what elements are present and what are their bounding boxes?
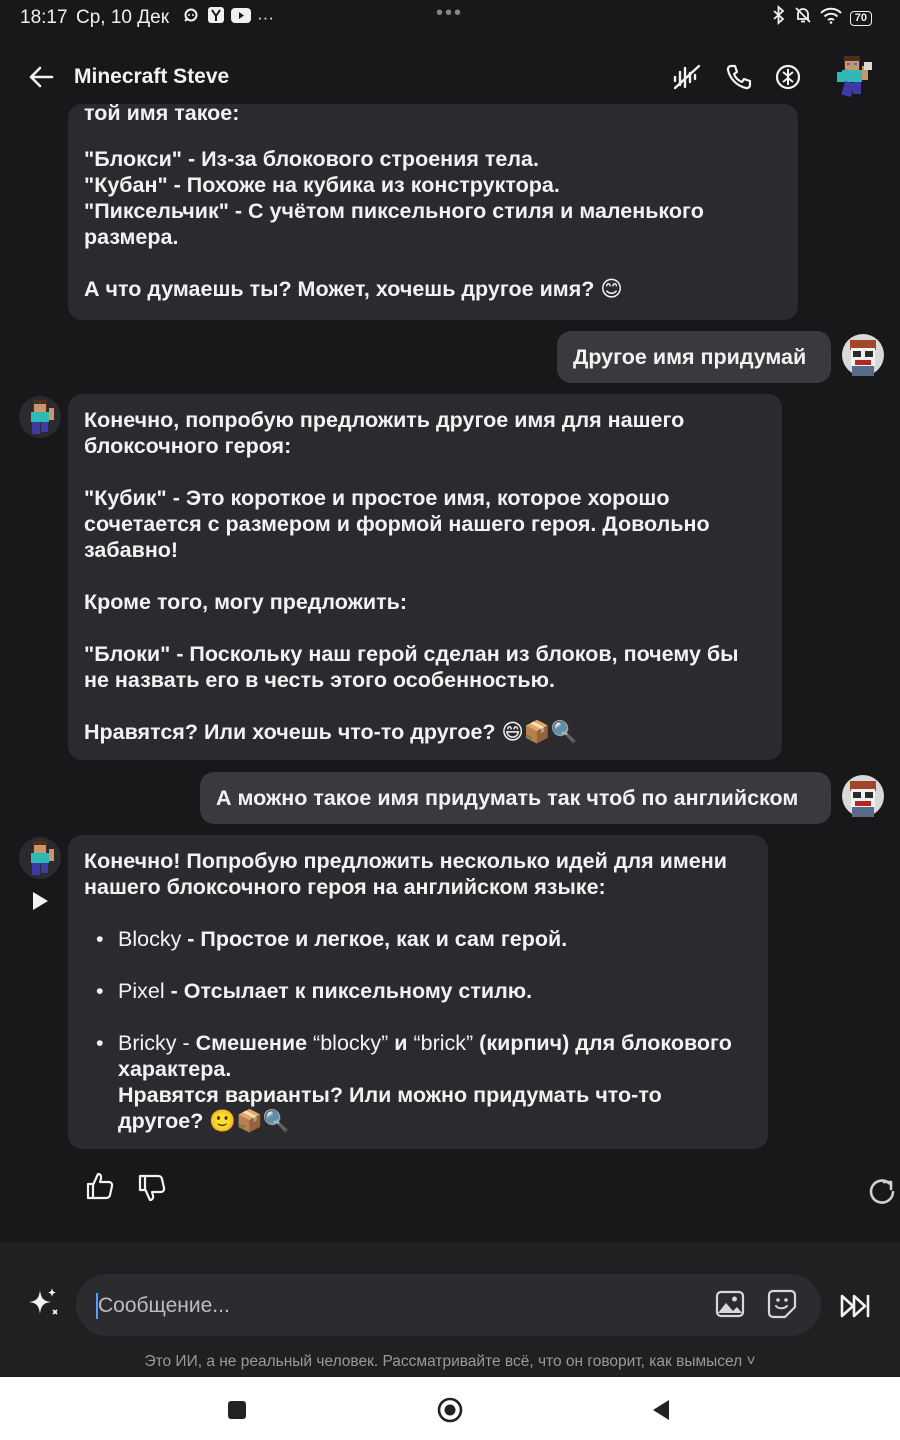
name-description: - Отсылает к пиксельному стилю.: [164, 979, 533, 1003]
youtube-notification-icon: [231, 8, 251, 28]
chat-title[interactable]: Minecraft Steve: [74, 65, 230, 88]
english-name: Blocky: [118, 927, 182, 951]
play-icon: [28, 889, 52, 913]
triangle-back-icon: [650, 1398, 672, 1422]
battery-indicator: 70: [850, 11, 872, 26]
dislike-button[interactable]: [136, 1172, 168, 1204]
like-button[interactable]: [84, 1170, 116, 1202]
recents-button[interactable]: [222, 1395, 252, 1425]
attach-image-button[interactable]: [714, 1288, 746, 1320]
voice-toggle-button[interactable]: [670, 60, 704, 94]
bot-message-1: [68, 101, 798, 320]
window-handle[interactable]: •••: [436, 2, 464, 24]
user-avatar-image: [842, 775, 884, 817]
steve-avatar-image: [828, 52, 878, 102]
arrow-left-icon: [28, 65, 54, 89]
system-navigation-bar: [0, 1377, 900, 1440]
bot-message-3: [68, 835, 768, 1149]
bluetooth-icon: [772, 6, 786, 30]
message-input-container[interactable]: [76, 1274, 821, 1336]
name-suggestion: "Кубик": [84, 486, 167, 510]
chevron-down-icon: ˅: [746, 1353, 756, 1370]
conjunction: и: [388, 1031, 414, 1055]
thumbs-down-icon: [136, 1172, 168, 1204]
bot-avatar[interactable]: [19, 396, 61, 438]
notification-icons: [183, 6, 274, 29]
image-icon: [714, 1288, 746, 1320]
english-name: Bricky: [118, 1031, 177, 1055]
name-description: - С учётом пиксельного стиля и маленького размера.: [84, 199, 704, 249]
mute-icon: [794, 6, 812, 30]
message-intro: Конечно, попробую предложить другое имя для нашего блоксочного героя:: [84, 408, 685, 458]
sticker-button[interactable]: [766, 1288, 798, 1320]
name-description: - Это короткое и простое имя, которое хорошо сочетается с размером и формой нашего героя. Довольно забавно!: [84, 486, 710, 562]
square-icon: [227, 1400, 247, 1420]
sticker-icon: [766, 1288, 798, 1320]
name-suggestion: "Блокси": [84, 147, 182, 171]
name-suggestion: "Пиксельчик": [84, 199, 229, 223]
chat-messages[interactable]: [0, 101, 900, 1240]
name-list: [84, 926, 752, 1134]
fast-forward-icon: [836, 1286, 876, 1326]
message-line: [84, 485, 766, 563]
message-intro: Конечно! Попробую предложить несколько идей для имени нашего блоксочного героя на английском языке:: [84, 849, 727, 899]
name-suggestion: "Кубан": [84, 173, 168, 197]
ai-disclaimer[interactable]: [0, 1353, 900, 1371]
name-description: - Поскольку наш герой сделан из блоков, почему бы не назвать его в честь этого особенностью.: [84, 642, 739, 692]
back-nav-button[interactable]: [646, 1395, 676, 1425]
user-message-1: Другое имя придумай: [557, 331, 831, 383]
wifi-icon: [820, 7, 842, 30]
more-notifications: ···: [257, 7, 274, 27]
sparkle-icon: [24, 1286, 60, 1322]
thumbs-up-icon: [84, 1170, 116, 1202]
character-avatar[interactable]: [828, 52, 878, 102]
name-description: - Из-за блокового строения тела.: [182, 147, 539, 171]
name-description: (кирпич) для блокового характера.: [118, 1031, 732, 1081]
info-icon: [774, 63, 802, 91]
back-button[interactable]: [24, 60, 58, 94]
name-suggestion: "Блоки": [84, 642, 171, 666]
steve-avatar-image: [19, 837, 61, 879]
send-button[interactable]: [836, 1286, 876, 1326]
message-line: [84, 641, 766, 693]
bot-message-2: [68, 394, 782, 760]
user-avatar-image: [842, 334, 884, 376]
status-time: 18:17: [20, 7, 68, 28]
message-question: Нравятся? Или хочешь что-то другое? 😄📦🔍: [84, 720, 578, 744]
message-input[interactable]: [96, 1274, 680, 1338]
regenerate-button[interactable]: [866, 1176, 898, 1208]
phone-icon: [725, 63, 753, 91]
system-icons: [772, 6, 872, 30]
list-item: [84, 926, 752, 952]
name-description: - Похоже на кубика из конструктора.: [167, 173, 560, 197]
quoted-word: “brick”: [413, 1031, 474, 1055]
user-avatar[interactable]: [842, 334, 884, 376]
play-audio-button[interactable]: [28, 889, 52, 913]
user-avatar[interactable]: [842, 775, 884, 817]
message-line: [84, 172, 782, 198]
english-name: Pixel: [118, 979, 165, 1003]
call-button[interactable]: [722, 60, 756, 94]
dash: -: [176, 1031, 196, 1055]
status-bar: [0, 0, 900, 36]
list-item: [84, 978, 752, 1004]
quoted-word: “blocky”: [313, 1031, 389, 1055]
disclaimer-text: Это ИИ, а не реальный человек. Рассматривайте всё, что он говорит, как вымысел: [144, 1353, 743, 1370]
list-item: [84, 1030, 752, 1134]
message-more: Кроме того, могу предложить:: [84, 590, 408, 614]
steve-avatar-image: [19, 396, 61, 438]
name-description: Смешение: [195, 1031, 314, 1055]
yandex-notification-icon: [207, 6, 225, 29]
user-message-2: А можно такое имя придумать так чтоб по английском: [200, 772, 831, 824]
chat-notification-icon: [183, 7, 201, 28]
circle-home-icon: [436, 1396, 464, 1424]
bot-avatar[interactable]: [19, 837, 61, 879]
message-line: [84, 198, 782, 250]
status-date: Ср, 10 Дек: [76, 7, 170, 28]
ai-suggestions-button[interactable]: [24, 1286, 60, 1322]
message-question: Нравятся варианты? Или можно придумать что-то другое? 🙂📦🔍: [118, 1083, 662, 1133]
message-cut-line: той имя такое:: [84, 101, 240, 125]
message-line: [84, 146, 782, 172]
message-question: А что думаешь ты? Может, хочешь другое имя? 😊: [84, 277, 623, 301]
character-info-button[interactable]: [771, 60, 805, 94]
message-composer: [0, 1242, 900, 1377]
voice-off-icon: [672, 63, 702, 91]
name-description: - Простое и легкое, как и сам герой.: [181, 927, 568, 951]
refresh-icon: [866, 1176, 898, 1208]
home-button[interactable]: [435, 1395, 465, 1425]
